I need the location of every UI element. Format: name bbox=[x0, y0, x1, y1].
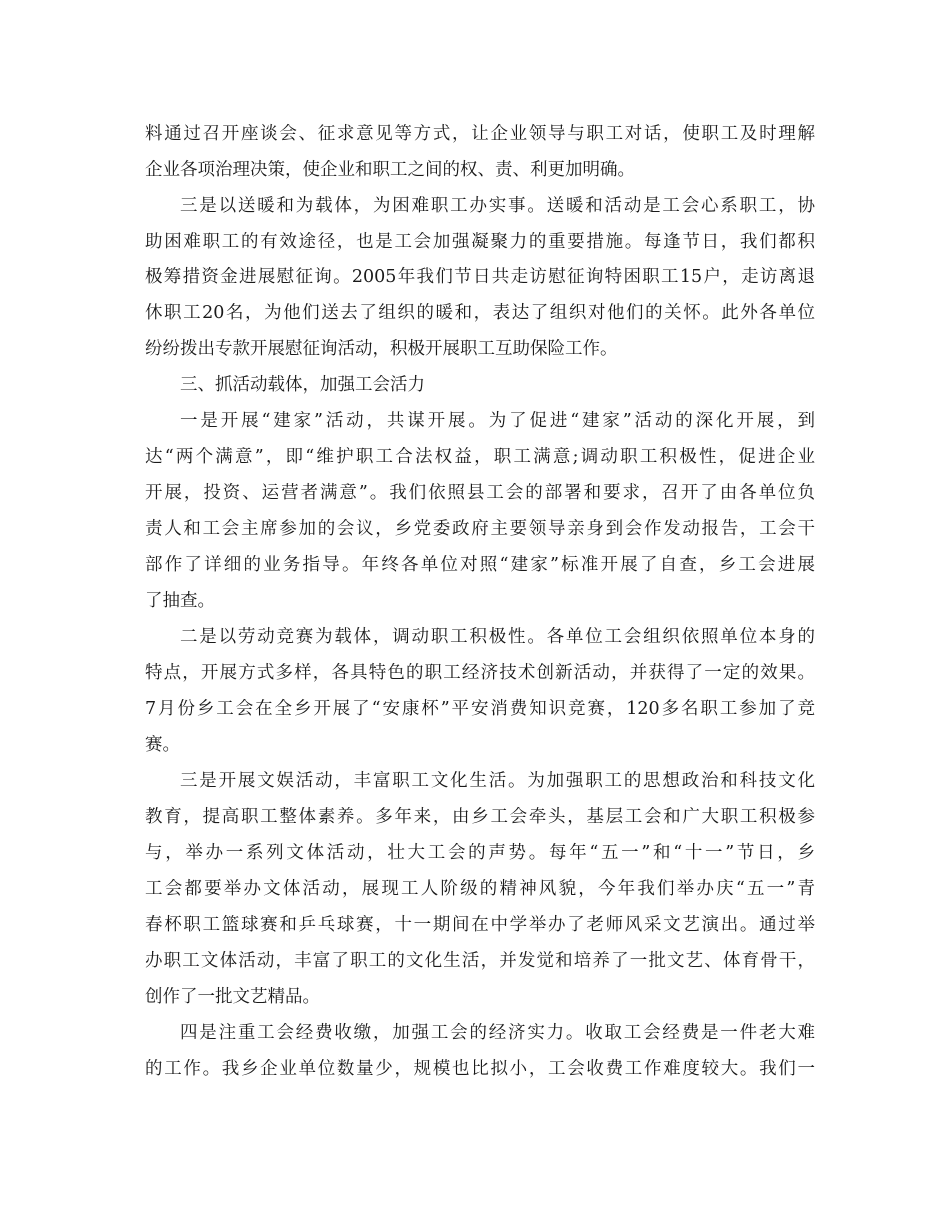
text-line: 赛。 bbox=[145, 735, 180, 755]
text-line: 企业各项治理决策，使企业和职工之间的权、责、利更加明确。 bbox=[145, 160, 635, 180]
text-line: 开展，投资、运营者满意”。我们依照县工会的部署和要求，召开了由各单位负 bbox=[145, 483, 815, 503]
text-line: 料通过召开座谈会、征求意见等方式，让企业领导与职工对话，使职工及时理解 bbox=[145, 124, 815, 144]
text-line: 责人和工会主席参加的会议，乡党委政府主要领导亲身到会作发动报告，工会干 bbox=[145, 519, 815, 539]
text-line: 创作了一批文艺精品。 bbox=[145, 987, 320, 1007]
text-line: 的工作。我乡企业单位数量少，规模也比拟小，工会收费工作难度较大。我们一 bbox=[145, 1059, 815, 1079]
text-line: 了抽查。 bbox=[145, 591, 215, 611]
text-line: 与，举办一系列文体活动，壮大工会的声势。每年“五一”和“十一”节日，乡 bbox=[145, 843, 815, 863]
text-line: 教育，提高职工整体素养。多年来，由乡工会牵头，基层工会和广大职工积极参 bbox=[145, 807, 815, 827]
text-line: 助困难职工的有效途径，也是工会加强凝聚力的重要措施。每逢节日，我们都积 bbox=[145, 232, 815, 252]
text-line: 7月份乡工会在全乡开展了“安康杯”平安消费知识竞赛，120多名职工参加了竞 bbox=[145, 699, 815, 719]
text-line: 纷纷拨出专款开展慰征询活动，积极开展职工互助保险工作。 bbox=[145, 339, 618, 359]
text-line: 特点，开展方式多样，各具特色的职工经济技术创新活动，并获得了一定的效果。 bbox=[145, 663, 815, 683]
text-line: 春杯职工篮球赛和乒乓球赛，十一期间在中学举办了老师风采文艺演出。通过举 bbox=[145, 915, 815, 935]
text-line: 部作了详细的业务指导。年终各单位对照“建家”标准开展了自查，乡工会进展 bbox=[145, 555, 815, 575]
text-line: 四是注重工会经费收缴，加强工会的经济实力。收取工会经费是一件老大难 bbox=[180, 1023, 815, 1043]
text-line: 办职工文体活动，丰富了职工的文化生活，并发觉和培养了一批文艺、体育骨干， bbox=[145, 951, 815, 971]
text-line: 三是开展文娱活动，丰富职工文化生活。为加强职工的思想政治和科技文化 bbox=[180, 771, 815, 791]
text-line: 二是以劳动竞赛为载体，调动职工积极性。各单位工会组织依照单位本身的 bbox=[180, 627, 815, 647]
text-line: 一是开展“建家”活动，共谋开展。为了促进“建家”活动的深化开展，到 bbox=[180, 411, 815, 431]
section-heading: 三、抓活动载体，加强工会活力 bbox=[180, 375, 425, 395]
text-line: 工会都要举办文体活动，展现工人阶级的精神风貌，今年我们举办庆“五一”青 bbox=[145, 879, 815, 899]
text-line: 达“两个满意”，即“维护职工合法权益，职工满意;调动职工积极性，促进企业 bbox=[145, 447, 815, 467]
text-line: 休职工20名，为他们送去了组织的暖和，表达了组织对他们的关怀。此外各单位 bbox=[145, 303, 815, 323]
text-line: 三是以送暖和为载体，为困难职工办实事。送暖和活动是工会心系职工，协 bbox=[180, 196, 815, 216]
text-line: 极筹措资金进展慰征询。2005年我们节日共走访慰征询特困职工15户，走访离退 bbox=[145, 267, 815, 287]
